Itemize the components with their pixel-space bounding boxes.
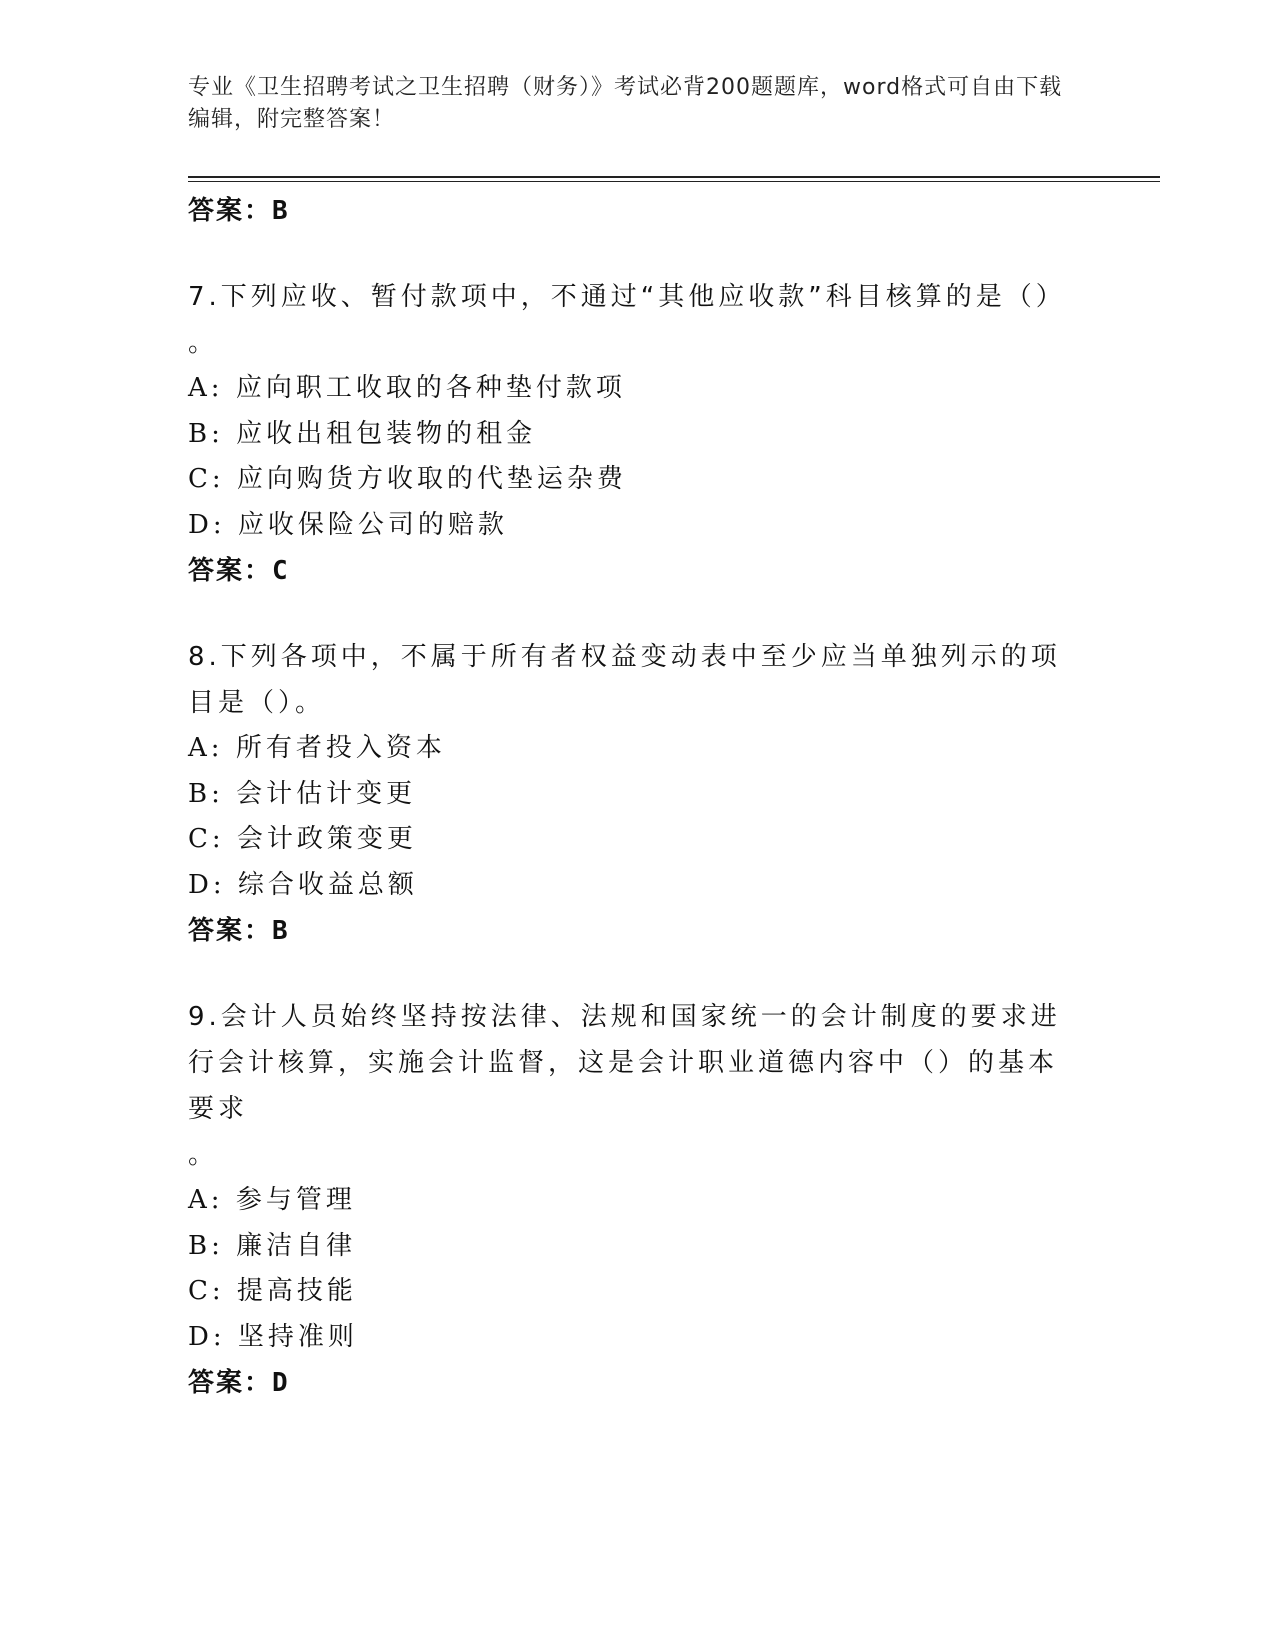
option-d: [188, 863, 1068, 909]
option-a: [188, 726, 1068, 772]
question-7: [188, 274, 1068, 594]
document-header: 专业《卫生招聘考试之卫生招聘（财务）》考试必背200题题库，word格式可自由下载编辑，附完整答案！: [188, 75, 1063, 132]
question-answer: [188, 1360, 1068, 1406]
document-body: [188, 188, 1068, 1406]
option-text: 廉洁自律: [236, 1230, 357, 1261]
previous-answer: [188, 188, 1068, 234]
answer-value: B: [272, 196, 290, 226]
option-text: 综合收益总额: [237, 869, 418, 900]
question-8: [188, 634, 1068, 954]
question-stem-tail: 。: [188, 1140, 219, 1170]
option-letter: A:: [188, 373, 224, 403]
option-letter: B:: [188, 418, 224, 449]
option-letter: A:: [188, 1185, 224, 1215]
option-text: 会计政策变更: [236, 824, 417, 854]
option-a: [188, 1178, 1068, 1224]
option-letter: B:: [188, 778, 224, 809]
answer-value: B: [272, 916, 290, 946]
answer-value: C: [272, 556, 290, 586]
answer-label: 答案：: [188, 1368, 273, 1398]
header-divider-thin: [188, 181, 1160, 182]
option-letter: D:: [188, 869, 226, 900]
answer-value: D: [272, 1368, 290, 1398]
option-text: 会计估计变更: [236, 778, 417, 809]
option-letter: C:: [188, 824, 225, 854]
option-text: 所有者投入资本: [235, 733, 446, 763]
option-c: [188, 817, 1068, 863]
option-letter: C:: [188, 464, 225, 494]
header-divider-thick: [188, 176, 1160, 178]
option-letter: B:: [188, 1230, 224, 1261]
option-text: 提高技能: [236, 1276, 357, 1306]
question-answer: [188, 908, 1068, 954]
option-text: 应向购货方收取的代垫运杂费: [236, 464, 627, 494]
answer-label: 答案：: [188, 916, 273, 946]
option-b: [188, 1224, 1068, 1270]
option-letter: A:: [188, 733, 224, 763]
option-c: [188, 1269, 1068, 1315]
question-stem-tail: 。: [188, 328, 219, 358]
answer-label: 答案：: [188, 196, 273, 226]
option-text: 应向职工收取的各种垫付款项: [235, 373, 626, 403]
option-text: 坚持准则: [237, 1321, 358, 1352]
option-text: 参与管理: [235, 1185, 356, 1215]
option-text: 应收保险公司的赔款: [237, 509, 508, 540]
option-text: 应收出租包装物的租金: [236, 418, 537, 449]
question-answer: [188, 548, 1068, 594]
option-letter: D:: [188, 1321, 226, 1352]
option-a: [188, 366, 1068, 412]
option-b: [188, 772, 1068, 818]
question-9: [188, 994, 1068, 1406]
option-b: [188, 412, 1068, 458]
question-stem: 7.下列应收、暂付款项中，不通过“其他应收款”科目核算的是（）: [188, 282, 1066, 312]
question-stem: 8.下列各项中，不属于所有者权益变动表中至少应当单独列示的项目是（）。: [188, 642, 1061, 718]
question-stem: 9.会计人员始终坚持按法律、法规和国家统一的会计制度的要求进行会计核算，实施会计监督，这是会计职业道德内容中（）的基本要求: [188, 1002, 1061, 1124]
answer-label: 答案：: [188, 556, 273, 586]
option-d: [188, 503, 1068, 549]
option-letter: D:: [188, 509, 226, 540]
option-d: [188, 1315, 1068, 1361]
option-letter: C:: [188, 1276, 225, 1306]
option-c: [188, 457, 1068, 503]
